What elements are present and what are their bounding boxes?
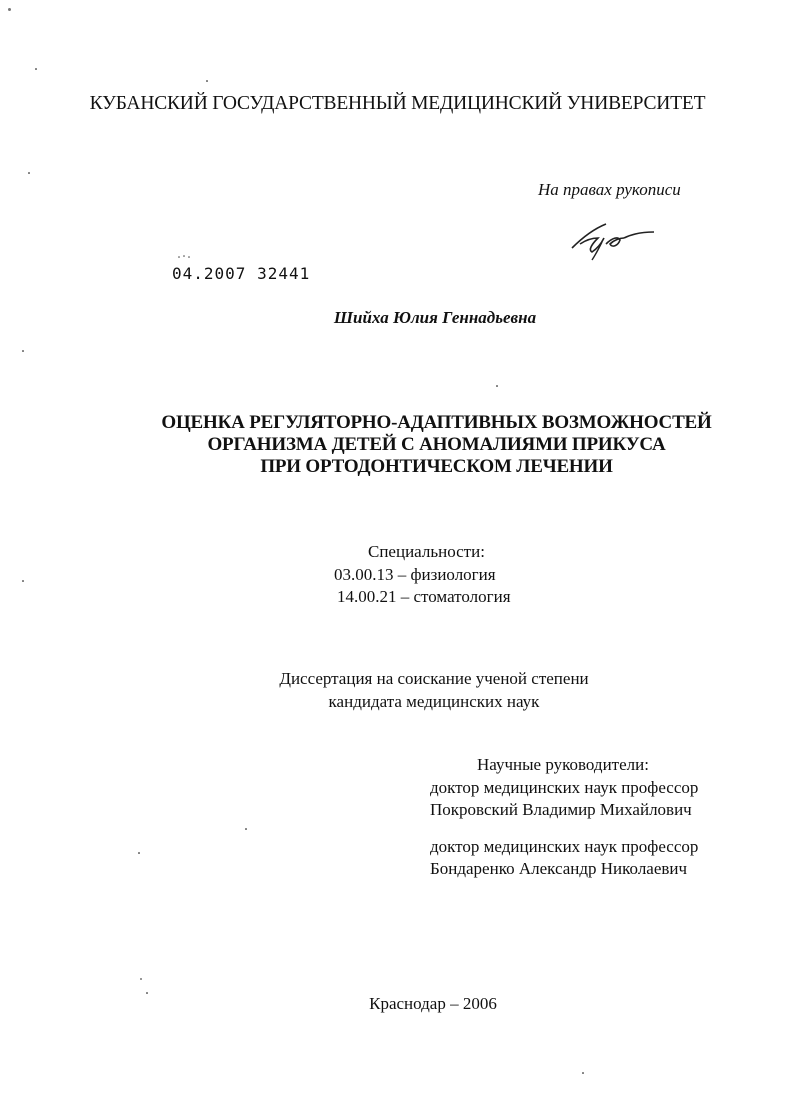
supervisor-degree: доктор медицинских наук профессор (430, 777, 699, 797)
degree-line: Диссертация на соискание ученой степени (279, 669, 589, 688)
scan-speck (35, 68, 37, 70)
supervisors-block (430, 754, 698, 881)
dissertation-title (0, 412, 795, 478)
place-year: Краснодар – 2006 (369, 994, 497, 1013)
scan-speck (245, 828, 247, 830)
scan-speck (582, 1072, 584, 1074)
accession-stamp: 04.2007 32441 (172, 264, 311, 283)
title-line: ОРГАНИЗМА ДЕТЕЙ С АНОМАЛИЯМИ ПРИКУСА (207, 434, 666, 455)
scan-speck (140, 978, 142, 980)
title-line: ОЦЕНКА РЕГУЛЯТОРНО-АДАПТИВНЫХ ВОЗМОЖНОСТЕЙ (161, 412, 712, 433)
scan-speck (206, 80, 208, 82)
scan-speck (138, 852, 140, 854)
handwritten-signature (562, 214, 658, 262)
supervisor-degree: доктор медицинских наук профессор (430, 836, 699, 856)
scan-speck (496, 385, 498, 387)
rights-note: На правах рукописи (538, 180, 681, 199)
scan-speck (22, 580, 24, 582)
supervisor-name: Бондаренко Александр Николаевич (430, 859, 688, 878)
supervisor-name: Покровский Владимир Михайлович (430, 800, 692, 819)
degree-statement (0, 668, 795, 713)
specialty-item: 14.00.21 – стоматология (337, 587, 511, 606)
specialties-block (334, 541, 511, 609)
specialties-heading: Специальности: (368, 542, 485, 561)
scan-speck (8, 8, 11, 11)
specialty-item: 03.00.13 – физиология (334, 564, 496, 584)
scan-speck (146, 992, 148, 994)
supervisors-heading: Научные руководители: (477, 755, 649, 774)
institution-name: КУБАНСКИЙ ГОСУДАРСТВЕННЫЙ МЕДИЦИНСКИЙ УНИВЕРСИТЕТ (89, 93, 706, 114)
title-line: ПРИ ОРТОДОНТИЧЕСКОМ ЛЕЧЕНИИ (260, 456, 613, 477)
author-name: Шийха Юлия Геннадьевна (333, 308, 537, 327)
scan-speck (28, 172, 30, 174)
stamp-marks (176, 253, 196, 261)
scan-speck (22, 350, 24, 352)
degree-line: кандидата медицинских наук (328, 691, 540, 711)
